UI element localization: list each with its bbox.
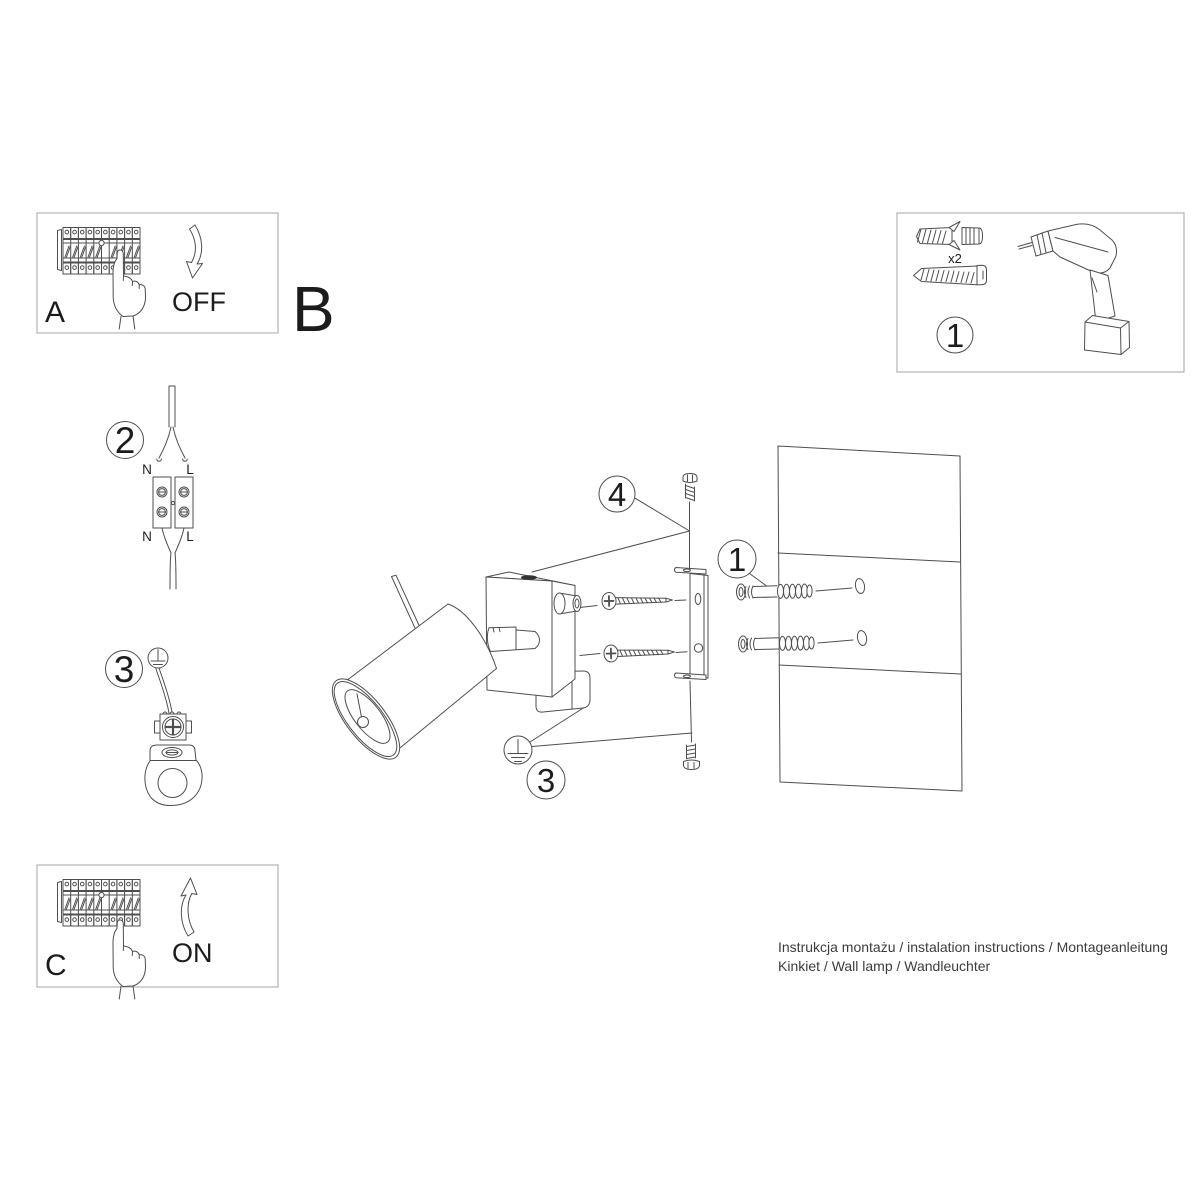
- cable-top: [169, 386, 175, 427]
- mounting-bracket-icon: [675, 568, 708, 680]
- ground-symbol-icon: [504, 736, 532, 764]
- label-n-top: N: [142, 462, 152, 477]
- section-letter-b: B: [292, 273, 335, 345]
- step-2-number: 2: [114, 420, 136, 461]
- breaker-panel-icon: [58, 228, 141, 275]
- machine-screw-top-icon: [683, 474, 697, 502]
- lamp-spot-head: [321, 604, 497, 769]
- section-letter-a: A: [45, 296, 66, 329]
- earth-wire: [156, 668, 172, 713]
- long-screw-icon: [602, 591, 673, 609]
- wall-plug-icon: [917, 222, 983, 251]
- label-1-leader: [750, 574, 767, 586]
- ground-symbol-icon: [148, 648, 168, 668]
- mounting-screw-icon: [914, 265, 987, 284]
- bracket-round-hole: [694, 644, 702, 652]
- arrow-up-icon: [181, 878, 197, 936]
- lamp-base-plate-icon: [145, 745, 202, 806]
- step-4-number: 4: [607, 476, 627, 513]
- label-n-bottom: N: [142, 529, 152, 544]
- adjustment-rod: [392, 575, 421, 629]
- wall: [778, 446, 962, 791]
- label-l-top: L: [186, 462, 194, 477]
- step-3-number: 3: [536, 762, 556, 799]
- step-3-left-number: 3: [113, 649, 135, 690]
- wire-split-bottom: [162, 528, 184, 553]
- terminal-block: [153, 477, 193, 528]
- kit-step-number: 1: [945, 317, 965, 354]
- breaker-panel-icon: [58, 880, 141, 927]
- cable-clamp-icon: [155, 712, 192, 740]
- anchor-quantity-label: x2: [948, 251, 962, 266]
- machine-screw-bottom-icon: [684, 744, 700, 770]
- footer-line-2: Kinkiet / Wall lamp / Wandleuchter: [778, 958, 991, 974]
- wiring-diagram: [153, 386, 193, 589]
- screw-alignment-lines: [580, 600, 687, 656]
- label-l-bottom: L: [186, 529, 194, 544]
- off-label: OFF: [172, 287, 226, 317]
- wire-split-top: [159, 427, 185, 458]
- wire-ends: [157, 459, 187, 461]
- arrow-down-icon: [187, 225, 203, 278]
- earth-terminal-illustration: [145, 648, 202, 806]
- footer-line-1: Instrukcja montażu / instalation instructions / Montageanleitung: [778, 939, 1168, 955]
- on-label: ON: [172, 938, 213, 968]
- long-screw-icon: [604, 643, 675, 662]
- drill-icon: [1018, 224, 1130, 355]
- cable-bottom: [170, 553, 176, 589]
- exploded-view: [321, 446, 962, 799]
- section-letter-c: C: [45, 949, 67, 982]
- bracket-slot-hole: [695, 594, 701, 605]
- plate-screw-hole: [521, 575, 537, 580]
- step-1-number: 1: [727, 541, 747, 578]
